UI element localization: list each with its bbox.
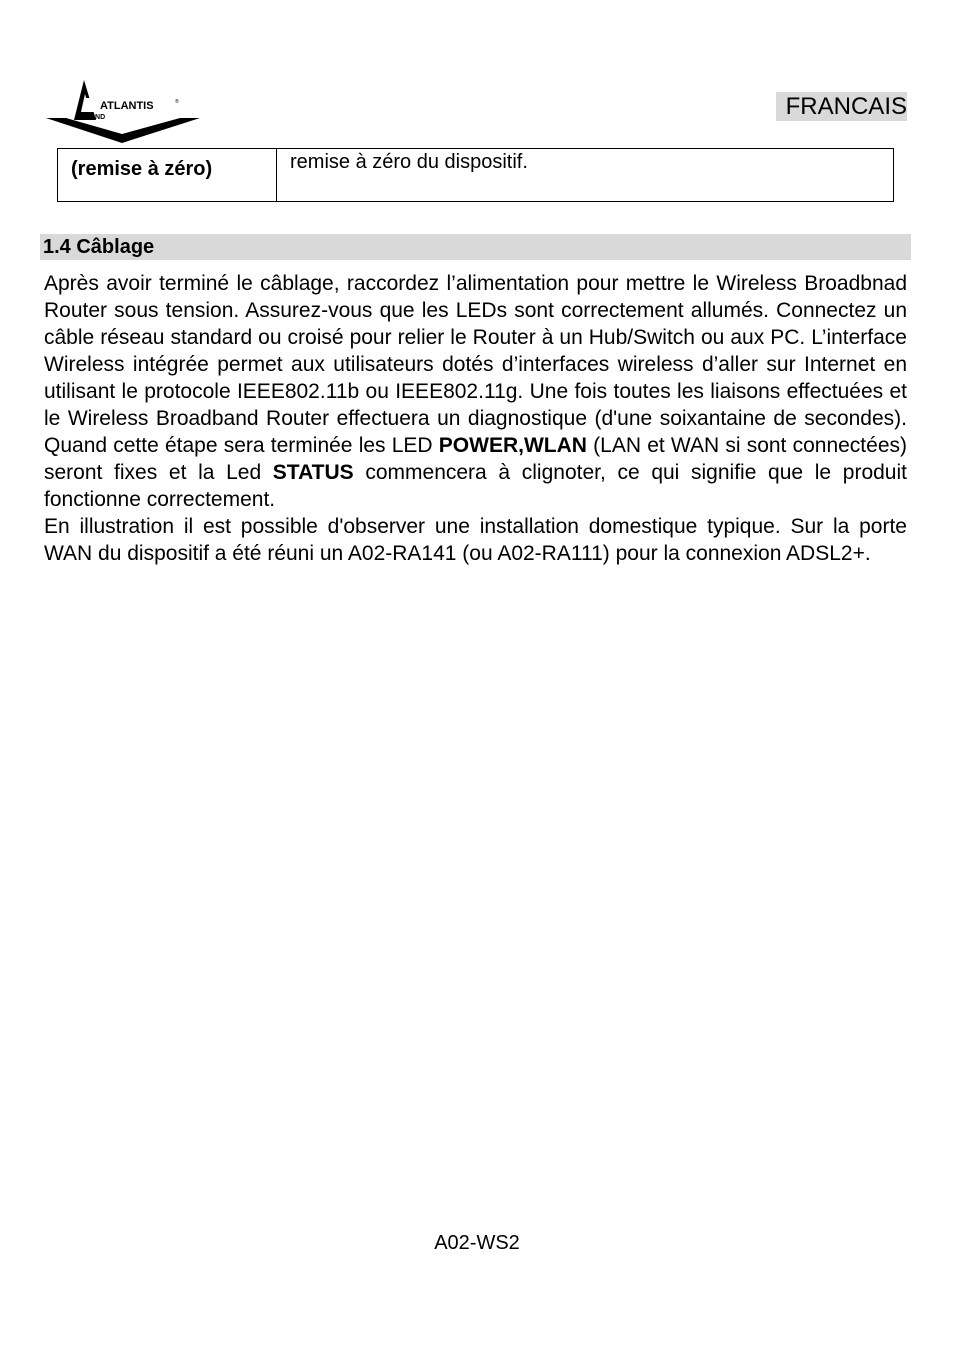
table-row bbox=[58, 149, 894, 202]
page-footer-model: A02-WS2 bbox=[434, 1232, 520, 1254]
paragraph-text-c: commencera à clignoter, ce qui signifie que le produit fonctionne correctement. bbox=[44, 461, 907, 511]
svg-text:®: ® bbox=[175, 99, 179, 105]
atlantis-land-logo bbox=[44, 76, 202, 146]
cabling-paragraph bbox=[44, 270, 907, 513]
paragraph-text-a: Après avoir terminé le câblage, raccordez l’alimentation pour mettre le Wireless Broadbnad Router sous tension. Assurez-vous que les LEDs sont correctement allumés. Connectez un câble réseau standard ou croisé pour relier le Router à un Hub/Switch ou aux PC. L’interface Wireless intégrée permet aux utilisateurs dotés d’interfaces wireless d’aller sur Internet en utilisant le protocole IEEE802.11b ou IEEE802.11g. Une fois toutes les liaisons effectuées et le Wireless Broadband Router effectuera un diagnostique (d'une soixantaine de secondes). Quand cette étape sera terminée les LED bbox=[44, 272, 907, 457]
body-text bbox=[44, 270, 907, 567]
language-label: FRANCAIS bbox=[776, 92, 907, 121]
logo-subtext: AND bbox=[90, 114, 106, 121]
led-names-power-wlan: POWER,WLAN bbox=[438, 434, 587, 457]
paragraph-text-b: (LAN et WAN si sont connectées) seront fixes et la Led bbox=[44, 434, 907, 484]
reset-table bbox=[57, 148, 894, 202]
reset-description-cell: remise à zéro du dispositif. bbox=[277, 149, 894, 202]
section-heading: 1.4 Câblage bbox=[40, 234, 911, 260]
led-name-status: STATUS bbox=[272, 461, 354, 484]
reset-label-cell: (remise à zéro) bbox=[58, 149, 277, 202]
installation-paragraph: En illustration il est possible d'observer une installation domestique typique. Sur la porte WAN du dispositif a été réuni un A02-RA141 (ou A02-RA111) pour la connexion ADSL2+. bbox=[44, 515, 907, 565]
logo-wordmark: ATLANTIS bbox=[100, 100, 154, 112]
